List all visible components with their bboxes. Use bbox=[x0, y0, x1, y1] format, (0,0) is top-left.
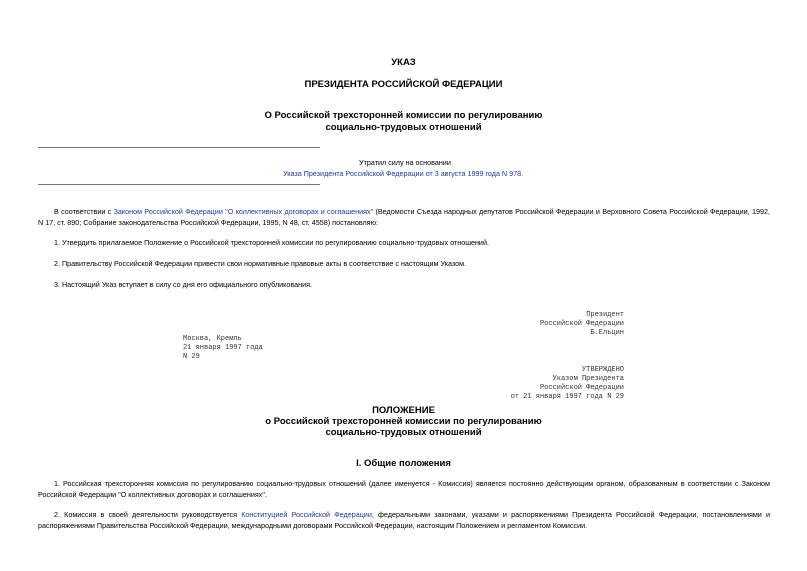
document-type-title: УКАЗ bbox=[391, 57, 416, 68]
approved-line2: Указом Президента bbox=[552, 375, 624, 383]
decree-item-3: 3. Настоящий Указ вступает в силу со дня его официального опубликования. bbox=[54, 280, 313, 289]
divider-bottom bbox=[38, 184, 320, 185]
intro-paragraph bbox=[38, 207, 770, 228]
repeal-notice-text: Утратил силу на основании bbox=[359, 158, 451, 167]
intro-suffix: (Ведомости Съезда народных депутатов Российской Федерации и Верховного Совета Российской Федерации, 1992, N 17, ст. 890; Собрание законодательства Российской Федерации, 1995, N 48, ст. 4558) постановляю: bbox=[38, 207, 770, 227]
intro-prefix: В соответствии с bbox=[54, 207, 114, 216]
regulation-paragraph-1: 1. Российская трехсторонняя комиссия по регулированию социально-трудовых отношений (далее именуется - Комиссия) является постоянно действующим органом, образованным в соответствии с Законом Российской Федерации "О коллективных договорах и соглашениях". bbox=[38, 479, 770, 499]
regulation-subtitle-line1: о Российской трехсторонней комиссии по регулированию bbox=[265, 416, 542, 427]
date-line: 21 января 1997 года bbox=[183, 344, 263, 352]
signature-line1: Президент bbox=[586, 311, 624, 319]
decree-item-1: 1. Утвердить прилагаемое Положение о Российской трехсторонней комиссии по регулированию социально-трудовых отношений. bbox=[54, 238, 489, 247]
number-line: N 29 bbox=[183, 353, 200, 361]
signature-line2: Российской Федерации bbox=[539, 320, 624, 328]
signature-name: Б.Ельцин bbox=[590, 329, 624, 337]
regulation-paragraph-2 bbox=[38, 510, 770, 531]
approved-line3: Российской Федерации bbox=[539, 384, 624, 392]
constitution-link[interactable]: Конституцией Российской Федерации bbox=[241, 510, 372, 519]
para2-suffix: , федеральными законами, указами и распоряжениями Президента Российской Федерации, постановлениями и распоряжениями Правительства Российской Федерации, международными договорами Российской Федерации, настоящим Положением и регламентом Комиссии. bbox=[38, 510, 770, 530]
issuer-title: ПРЕЗИДЕНТА РОССИЙСКОЙ ФЕДЕРАЦИИ bbox=[304, 79, 503, 90]
decree-item-2: 2. Правительству Российской Федерации привести свои нормативные правовые акты в соответствие с настоящим Указом. bbox=[54, 259, 467, 268]
regulation-title: ПОЛОЖЕНИЕ bbox=[372, 405, 435, 416]
divider-top bbox=[38, 147, 320, 148]
decree-subtitle-line1: О Российской трехсторонней комиссии по регулированию bbox=[264, 110, 543, 121]
regulation-subtitle-line2: социально-трудовых отношений bbox=[325, 427, 482, 438]
decree-subtitle-line2: социально-трудовых отношений bbox=[325, 122, 482, 133]
collective-agreements-law-link[interactable]: Законом Российской Федерации "О коллективных договорах и соглашениях" bbox=[113, 207, 374, 216]
approved-line4: от 21 января 1997 года N 29 bbox=[510, 393, 624, 401]
place-line: Москва, Кремль bbox=[183, 335, 242, 343]
para2-prefix: 2. Комиссия в своей деятельности руководствуется bbox=[54, 510, 242, 519]
repeal-decree-link[interactable]: Указа Президента Российской Федерации от 3 августа 1999 года N 978. bbox=[283, 169, 524, 178]
section-heading: I. Общие положения bbox=[356, 458, 451, 469]
approved-line1: УТВЕРЖДЕНО bbox=[581, 366, 624, 374]
